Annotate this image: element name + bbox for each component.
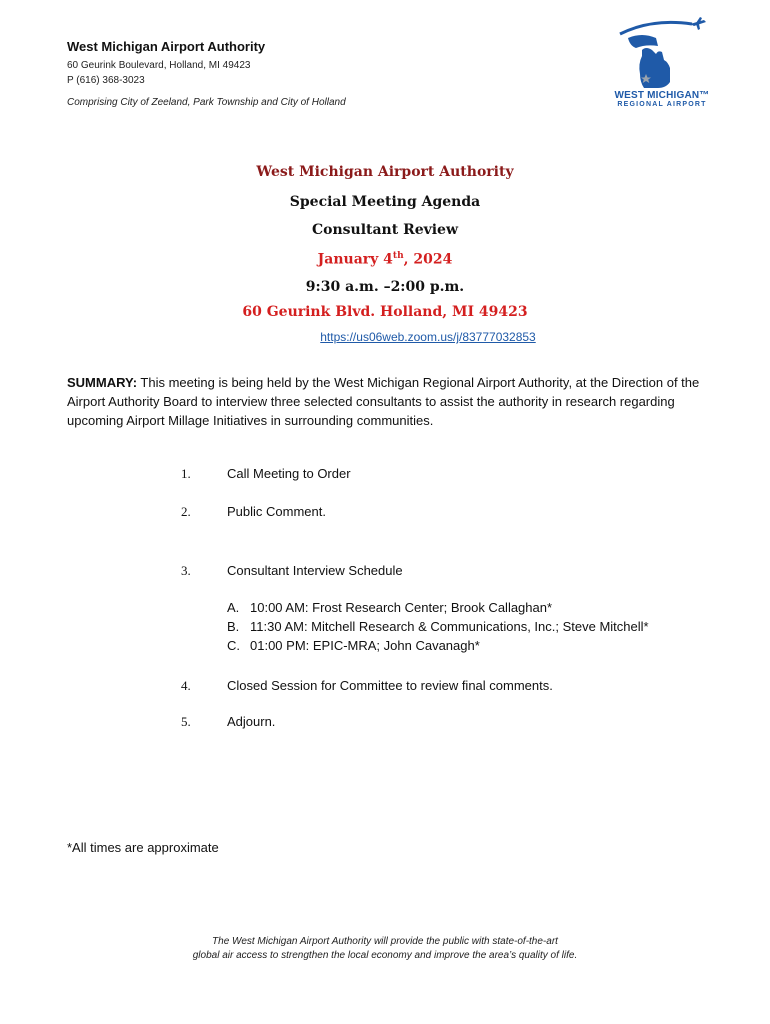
item-number: 4.: [181, 678, 191, 693]
org-name: West Michigan Airport Authority: [67, 39, 266, 54]
meeting-time: 9:30 a.m. –2:00 p.m.: [305, 279, 465, 295]
meeting-location: 60 Geurink Blvd. Holland, MI 49423: [242, 304, 528, 320]
org-address: 60 Geurink Boulevard, Holland, MI 49423: [67, 60, 251, 71]
upper-peninsula-shape: [628, 35, 658, 48]
summary-paragraph: [67, 373, 707, 430]
schedule-letter: C.: [227, 638, 240, 653]
summary-label: SUMMARY:: [67, 375, 138, 390]
logo-text-secondary: REGIONAL AIRPORT: [617, 101, 707, 108]
item-number: 3.: [181, 563, 191, 578]
item-adjourn: Adjourn.: [227, 714, 276, 729]
summary-text: This meeting is being held by the West Michigan Regional Airport Authority, at the Direction of the Airport Authority Board to interview three selected consultants to assist the authority in research regarding upcoming Airport Millage Initiatives in surrounding communities.: [67, 375, 700, 428]
date-year: , 2024: [403, 251, 453, 268]
agenda-topic: Consultant Review: [311, 222, 459, 238]
schedule-letter: B.: [227, 619, 240, 634]
item-public-comment: Public Comment.: [227, 504, 326, 519]
footer-line-1: The West Michigan Airport Authority will provide the public with state-of-the-art: [212, 936, 558, 947]
airplane-icon: [690, 17, 706, 30]
item-number: 1.: [181, 466, 191, 481]
agenda-subtitle: Special Meeting Agenda: [289, 194, 481, 210]
schedule-entry: 11:30 AM: Mitchell Research & Communications, Inc.; Steve Mitchell*: [250, 619, 649, 634]
item-number: 5.: [181, 714, 191, 729]
mission-footer: [0, 935, 770, 963]
swoosh-icon: [620, 22, 692, 34]
item-interview-schedule: Consultant Interview Schedule: [227, 563, 403, 578]
item-closed-session: Closed Session for Committee to review final comments.: [227, 678, 553, 693]
org-comprising: Comprising City of Zeeland, Park Township and City of Holland: [67, 97, 346, 108]
item-number: 2.: [181, 504, 191, 519]
times-footnote: *All times are approximate: [67, 840, 219, 855]
item-call-to-order: Call Meeting to Order: [227, 466, 351, 481]
date-prefix: January 4: [317, 251, 393, 268]
meeting-date: [0, 251, 770, 268]
footer-line-2: global air access to strengthen the local economy and improve the area’s quality of life.: [192, 950, 578, 961]
schedule-entry: 10:00 AM: Frost Research Center; Brook Callaghan*: [250, 600, 553, 615]
agenda-title: West Michigan Airport Authority: [256, 164, 514, 180]
date-suffix-ordinal: th: [392, 251, 404, 261]
zoom-link[interactable]: https://us06web.zoom.us/j/83777032853: [320, 330, 536, 344]
org-phone: P (616) 368-3023: [67, 75, 145, 86]
schedule-entry: 01:00 PM: EPIC-MRA; John Cavanagh*: [250, 638, 480, 653]
schedule-letter: A.: [227, 600, 240, 615]
logo-text-primary: WEST MICHIGAN™: [614, 90, 710, 101]
